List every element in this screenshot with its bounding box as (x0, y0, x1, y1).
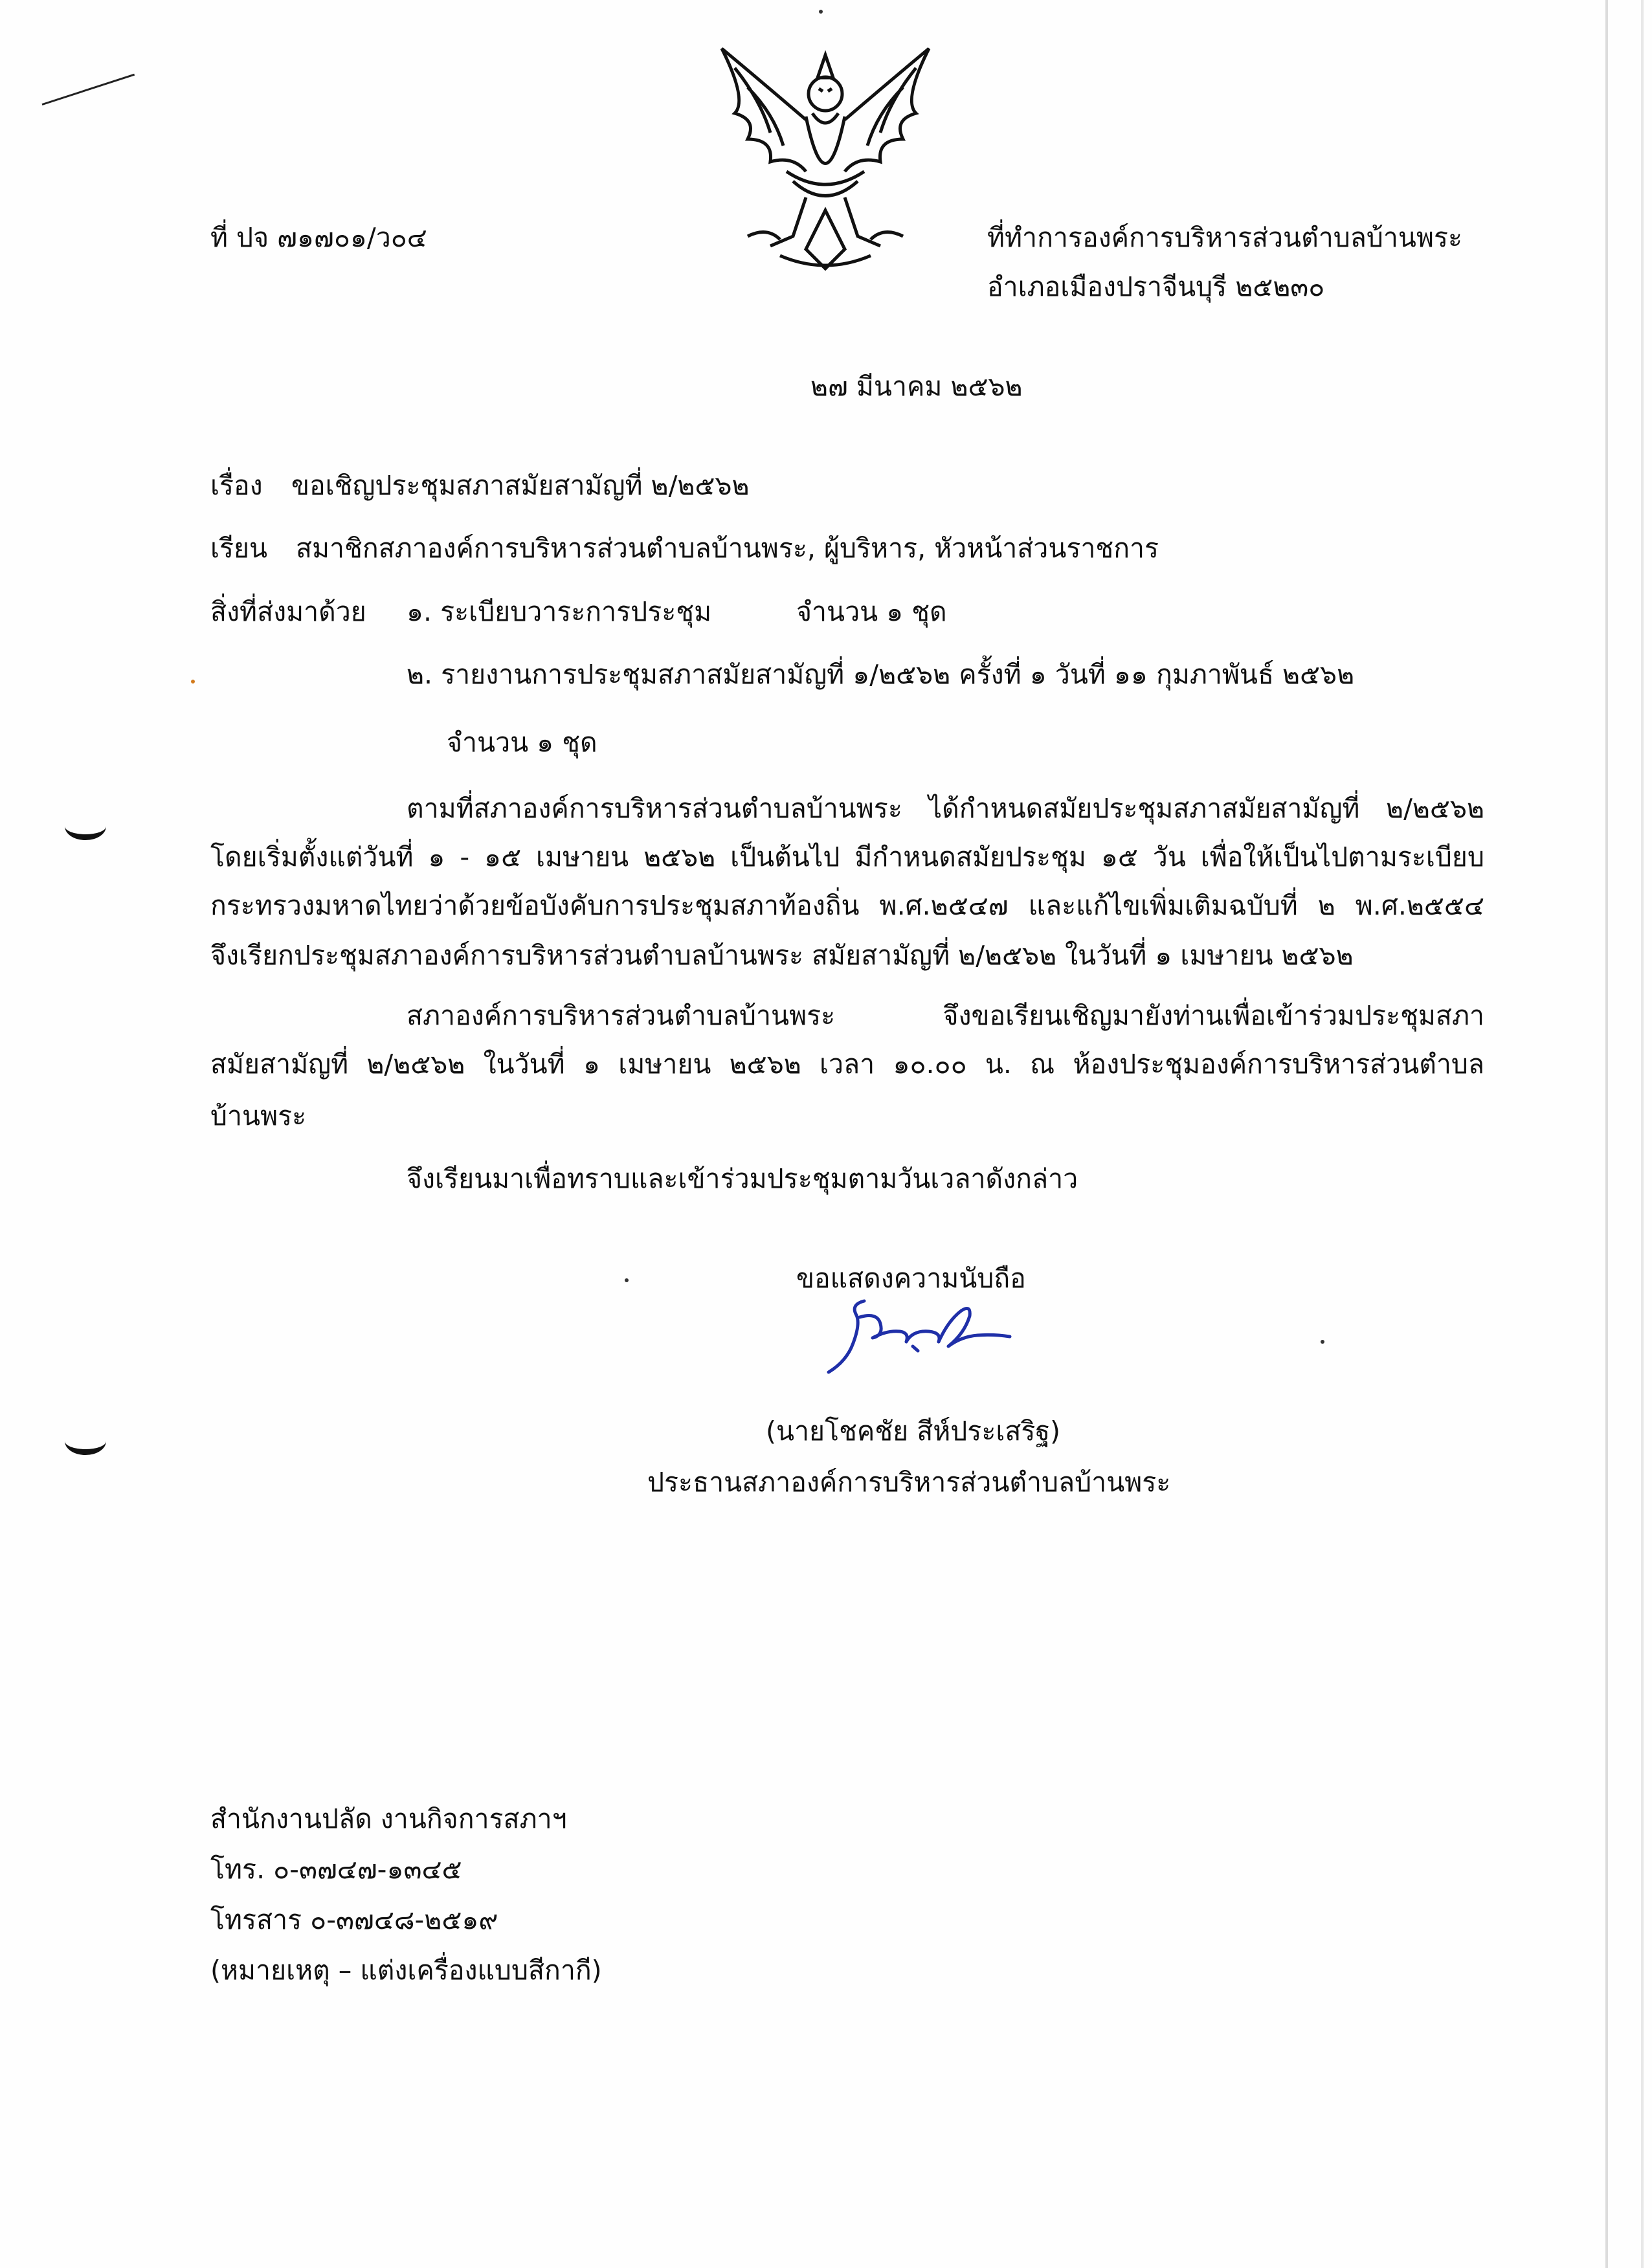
garuda-emblem-icon (709, 42, 942, 282)
scan-edge-line (1641, 0, 1644, 2268)
speck (191, 680, 195, 684)
subject-label: เรื่อง (210, 470, 263, 501)
footer-phone: โทร. ๐-๓๗๔๗-๑๓๔๕ (210, 1854, 462, 1885)
body-paragraph-1-line: จึงเรียกประชุมสภาองค์การบริหารส่วนตำบลบ้านพระ สมัยสามัญที่ ๒/๒๕๖๒ ในวันที่ ๑ เมษายน ๒๕๖๒ (210, 940, 1354, 971)
pen-mark (42, 74, 135, 106)
signatory-name: (นายโชคชัย สีห์ประเสริฐ) (766, 1416, 1061, 1447)
scan-edge-line (1605, 0, 1608, 2268)
footer-note: (หมายเหตุ – แต่งเครื่องแบบสีกากี) (210, 1955, 602, 1986)
enclosure-item-1-quantity: จำนวน ๑ ชุด (796, 596, 947, 627)
enclosure-item-2-quantity: จำนวน ๑ ชุด (447, 727, 597, 758)
signatory-position: ประธานสภาองค์การบริหารส่วนตำบลบ้านพระ (647, 1467, 1171, 1498)
closing-salutation: ขอแสดงความนับถือ (796, 1263, 1026, 1294)
enclosure-item-1: ๑. ระเบียบวาระการประชุม (407, 596, 712, 627)
enclosures-label: สิ่งที่ส่งมาด้วย (210, 596, 366, 627)
body-paragraph-3: จึงเรียนมาเพื่อทราบและเข้าร่วมประชุมตามวันเวลาดังกล่าว (407, 1163, 1078, 1194)
letter-date: ๒๗ มีนาคม ๒๕๖๒ (810, 371, 1023, 402)
office-address-line2: อำเภอเมืองปราจีนบุรี ๒๕๒๓๐ (987, 271, 1325, 302)
reference-number: ที่ ปจ ๗๑๗๐๑/ว๐๔ (210, 222, 427, 253)
speck (1321, 1340, 1324, 1344)
office-address-line1: ที่ทำการองค์การบริหารส่วนตำบลบ้านพระ (987, 222, 1463, 253)
punch-hole (65, 1427, 106, 1455)
subject-text: ขอเชิญประชุมสภาสมัยสามัญที่ ๒/๒๕๖๒ (291, 470, 750, 501)
footer-department: สำนักงานปลัด งานกิจการสภาฯ (210, 1803, 567, 1834)
body-paragraph-1-line: โดยเริ่มตั้งแต่วันที่ ๑ - ๑๕ เมษายน ๒๕๖๒ เป็นต้นไป มีกำหนดสมัยประชุม ๑๕ วัน เพื่อให้เป็นไปตามระเบียบ (210, 841, 1484, 873)
punch-hole (65, 812, 106, 840)
speck (625, 1278, 629, 1282)
body-paragraph-2-line: สภาองค์การบริหารส่วนตำบลบ้านพระ จึงขอเรียนเชิญมายังท่านเพื่อเข้าร่วมประชุมสภา (407, 1000, 1484, 1031)
enclosure-item-2: ๒. รายงานการประชุมสภาสมัยสามัญที่ ๑/๒๕๖๒ ครั้งที่ ๑ วันที่ ๑๑ กุมภาพันธ์ ๒๕๖๒ (407, 659, 1355, 690)
footer-fax: โทรสาร ๐-๓๗๔๘-๒๕๑๙ (210, 1904, 498, 1935)
recipient-text: สมาชิกสภาองค์การบริหารส่วนตำบลบ้านพระ, ผู้บริหาร, หัวหน้าส่วนราชการ (296, 533, 1159, 564)
body-paragraph-1-line: ตามที่สภาองค์การบริหารส่วนตำบลบ้านพระ ได้กำหนดสมัยประชุมสภาสมัยสามัญที่ ๒/๒๕๖๒ (407, 793, 1484, 824)
handwritten-signature (816, 1285, 1029, 1382)
body-paragraph-2-line: สมัยสามัญที่ ๒/๒๕๖๒ ในวันที่ ๑ เมษายน ๒๕๖๒ เวลา ๑๐.๐๐ น. ณ ห้องประชุมองค์การบริหารส่วนตำบล (210, 1049, 1484, 1080)
body-paragraph-2-line: บ้านพระ (210, 1100, 307, 1131)
speck (819, 10, 823, 14)
body-paragraph-1-line: กระทรวงมหาดไทยว่าด้วยข้อบังคับการประชุมสภาท้องถิ่น พ.ศ.๒๕๔๗ และแก้ไขเพิ่มเติมฉบับที่ ๒ พ.ศ.๒๕๕๔ (210, 890, 1484, 921)
recipient-label: เรียน (210, 533, 268, 564)
